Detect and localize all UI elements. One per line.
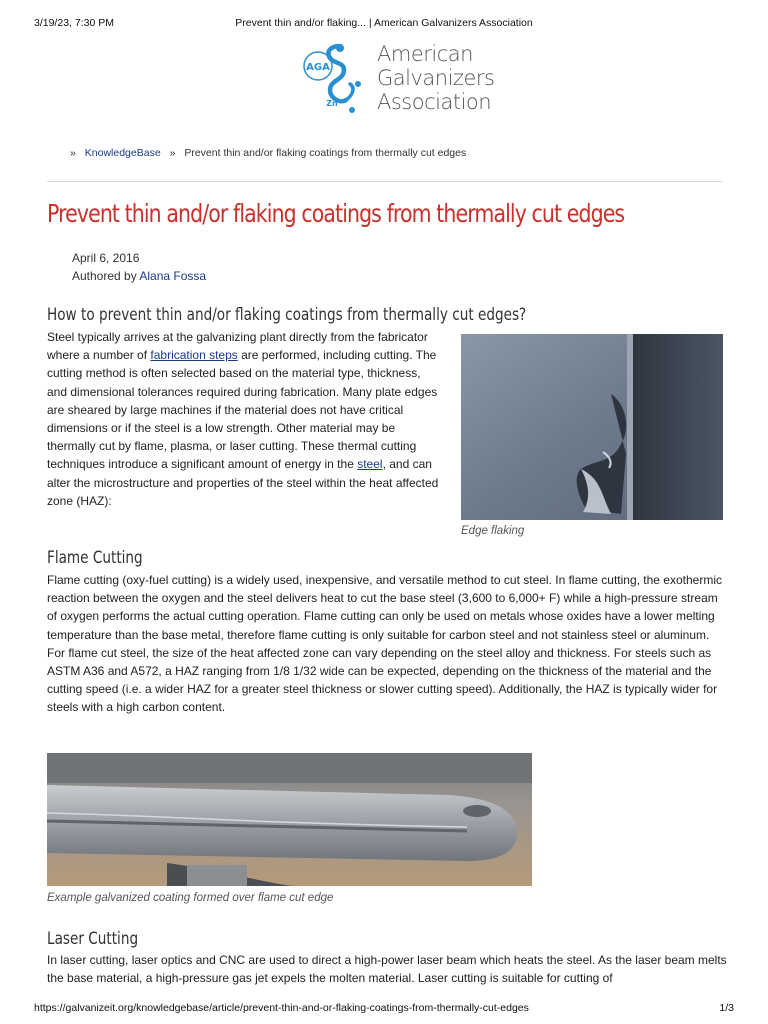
print-doc-title: Prevent thin and/or flaking... | American Galvanizers Association: [235, 17, 533, 29]
section-heading-flame-cutting: Flame Cutting: [47, 548, 143, 568]
flame-cut-edge-photo: [47, 753, 532, 886]
logo-abbr: AGA: [306, 62, 330, 73]
breadcrumb-separator: »: [169, 147, 176, 159]
breadcrumb: [70, 147, 466, 159]
print-header: [34, 17, 734, 31]
authored-by-label: Authored by: [72, 269, 137, 283]
breadcrumb-knowledgebase-link[interactable]: KnowledgeBase: [84, 147, 161, 159]
logo-zn: Zn: [326, 99, 338, 108]
intro-paragraph: [47, 328, 439, 510]
steel-link[interactable]: steel: [357, 457, 383, 472]
flame-cut-caption: Example galvanized coating formed over flame cut edge: [47, 892, 334, 904]
page-title: Prevent thin and/or flaking coatings from thermally cut edges: [47, 199, 625, 228]
breadcrumb-separator: »: [70, 147, 76, 159]
print-page-number: 1/3: [719, 1002, 734, 1014]
author-link[interactable]: Alana Fossa: [139, 269, 207, 283]
org-name: [377, 42, 495, 114]
intro-text-1: Steel typically arrives at the galvanizing plant directly from the fabricator where a number of: [47, 330, 428, 363]
aga-logo[interactable]: [300, 40, 495, 120]
section-heading-howto: How to prevent thin and/or flaking coatings from thermally cut edges?: [47, 305, 527, 325]
article-meta: [72, 249, 206, 285]
breadcrumb-current: Prevent thin and/or flaking coatings from thermally cut edges: [184, 147, 467, 159]
edge-flaking-caption: Edge flaking: [461, 525, 525, 537]
intro-text-3: , and can alter the microstructure and properties of the steel within the heat affected zone (HAZ):: [47, 457, 439, 508]
aga-logo-icon: [300, 40, 380, 120]
fabrication-steps-link[interactable]: fabrication steps: [150, 348, 238, 363]
print-footer: [34, 1002, 734, 1016]
edge-flaking-photo: [461, 334, 723, 520]
author-line: [72, 267, 206, 285]
publish-date: April 6, 2016: [72, 251, 140, 265]
print-url: https://galvanizeit.org/knowledgebase/article/prevent-thin-and-or-flaking-coatings-from-thermally-cut-edges: [34, 1002, 529, 1014]
laser-cutting-paragraph: In laser cutting, laser optics and CNC are used to direct a high-power laser beam which heats the steel. As the laser beam melts the base material, a high-pressure gas jet expels the molten material. Laser cutting is suitable for cutting of: [47, 953, 727, 986]
flame-cutting-paragraph: Flame cutting (oxy-fuel cutting) is a widely used, inexpensive, and versatile method to cut steel. In flame cutting, the exothermic reaction between the oxygen and the steel delivers heat to cut the base steel (3,600 to 6,000+ F) while a high-pressure stream of oxygen performs the actual cutting operation. Flame cutting can only be used on metals whose oxides have a lower melting temperature than the base metal, therefore flame cutting is only suitable for carbon steel and not stainless steel or aluminum. For flame cut steel, the size of the heat affected zone can vary depending on the steel alloy and thickness. For steels such as ASTM A36 and A572, a HAZ ranging from 1/8 1/32 wide can be expected, depending on the thickness of the material and the cutting speed (i.e. a wider HAZ for a greater steel thickness or slower cutting speed). Additionally, the HAZ is typically wider for steels with a high carbon content.: [47, 573, 722, 715]
section-heading-laser-cutting: Laser Cutting: [47, 929, 139, 949]
divider: [47, 181, 723, 182]
org-name-line-2: Galvanizers: [377, 66, 495, 90]
intro-text-2: are performed, including cutting. The cutting method is often selected based on the material type, thickness, and dimensional tolerances required during fabrication. Many plate edges are sheared by large machines if the material does not have critical dimensions or if the steel is a low strength. Other material may be thermally cut by flame, plasma, or laser cutting. These thermal cutting techniques introduce a significant amount of energy in the: [47, 348, 438, 472]
org-name-line-3: Association: [377, 90, 492, 114]
print-date: 3/19/23, 7:30 PM: [34, 17, 114, 29]
org-name-line-1: American: [377, 42, 473, 66]
